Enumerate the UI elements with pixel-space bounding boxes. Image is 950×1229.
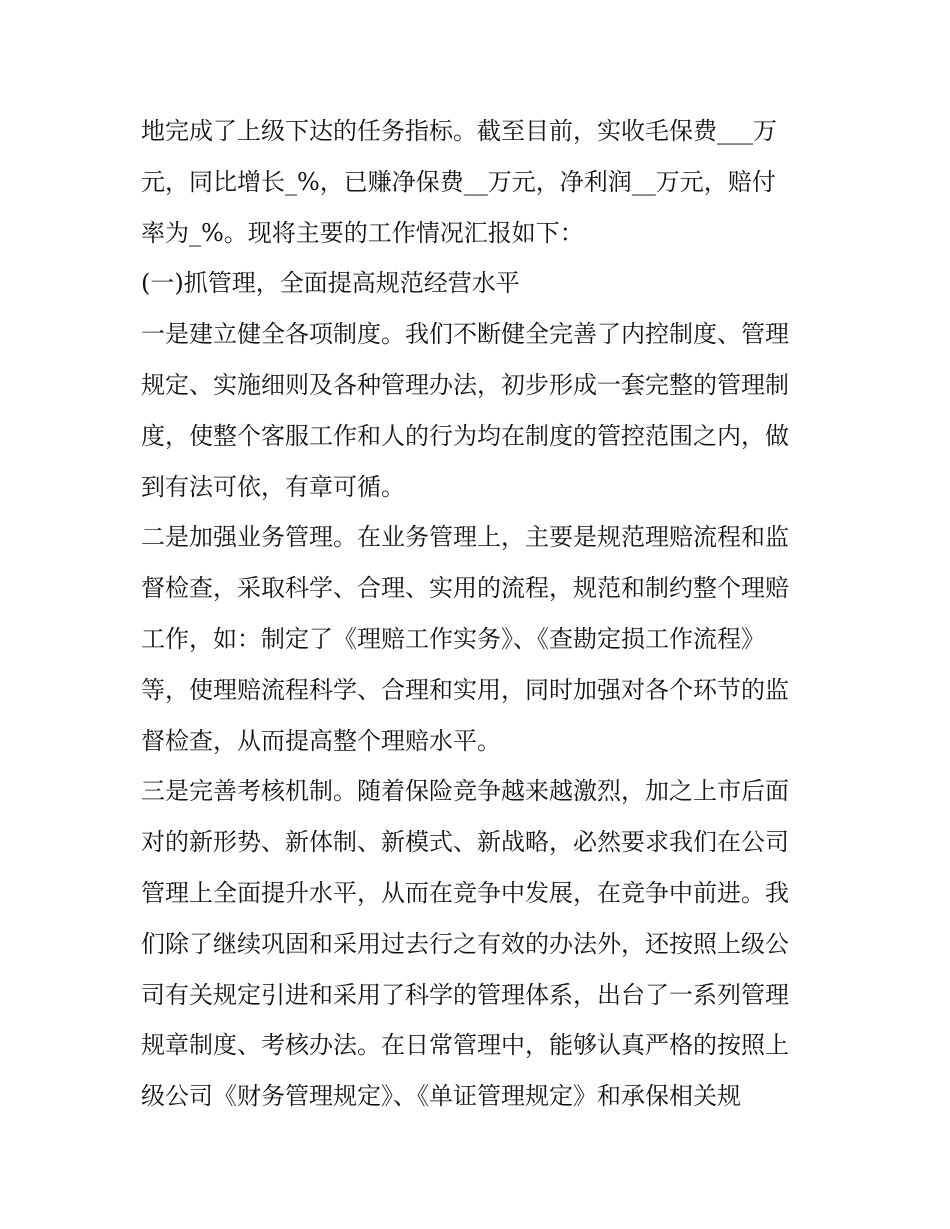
text-line: 们除了继续巩固和采用过去行之有效的办法外，还按照上级公 xyxy=(141,929,789,958)
text-line: 对的新形势、新体制、新模式、新战略，必然要求我们在公司 xyxy=(141,828,789,857)
text-line: 三是完善考核机制。随着保险竞争越来越激烈，加之上市后面 xyxy=(141,777,789,806)
text-line: 规定、实施细则及各种管理办法，初步形成一套完整的管理制 xyxy=(141,370,789,399)
text-line: 督检查，从而提高整个理赔水平。 xyxy=(141,726,501,755)
text-line: 司有关规定引进和采用了科学的管理体系，出台了一系列管理 xyxy=(141,980,789,1009)
document-body xyxy=(141,106,821,1122)
text-line: 等，使理赔流程科学、合理和实用，同时加强对各个环节的监 xyxy=(141,675,789,704)
text-line: 地完成了上级下达的任务指标。截至目前，实收毛保费___万 xyxy=(141,117,777,145)
section-heading: (一)抓管理，全面提高规范经营水平 xyxy=(141,269,520,298)
text-line: 到有法可依，有章可循。 xyxy=(141,472,405,501)
text-line: 率为_%。现将主要的工作情况汇报如下： xyxy=(141,218,584,247)
text-line: 规章制度、考核办法。在日常管理中，能够认真严格的按照上 xyxy=(141,1031,789,1060)
text-line: 度，使整个客服工作和人的行为均在制度的管控范围之内，做 xyxy=(141,421,789,450)
text-line: 级公司《财务管理规定》、《单证管理规定》和承保相关规 xyxy=(141,1082,741,1111)
text-line: 元，同比增长_%，已赚净保费__万元，净利润__万元，赔付 xyxy=(141,167,776,196)
text-line: 工作，如：制定了《理赔工作实务》、《查勘定损工作流程》 xyxy=(141,624,765,653)
text-line: 一是建立健全各项制度。我们不断健全完善了内控制度、管理 xyxy=(141,320,789,349)
text-line: 二是加强业务管理。在业务管理上，主要是规范理赔流程和监 xyxy=(141,523,789,552)
text-line: 督检查，采取科学、合理、实用的流程，规范和制约整个理赔 xyxy=(141,574,789,603)
text-line: 管理上全面提升水平，从而在竞争中发展，在竞争中前进。我 xyxy=(141,878,789,907)
